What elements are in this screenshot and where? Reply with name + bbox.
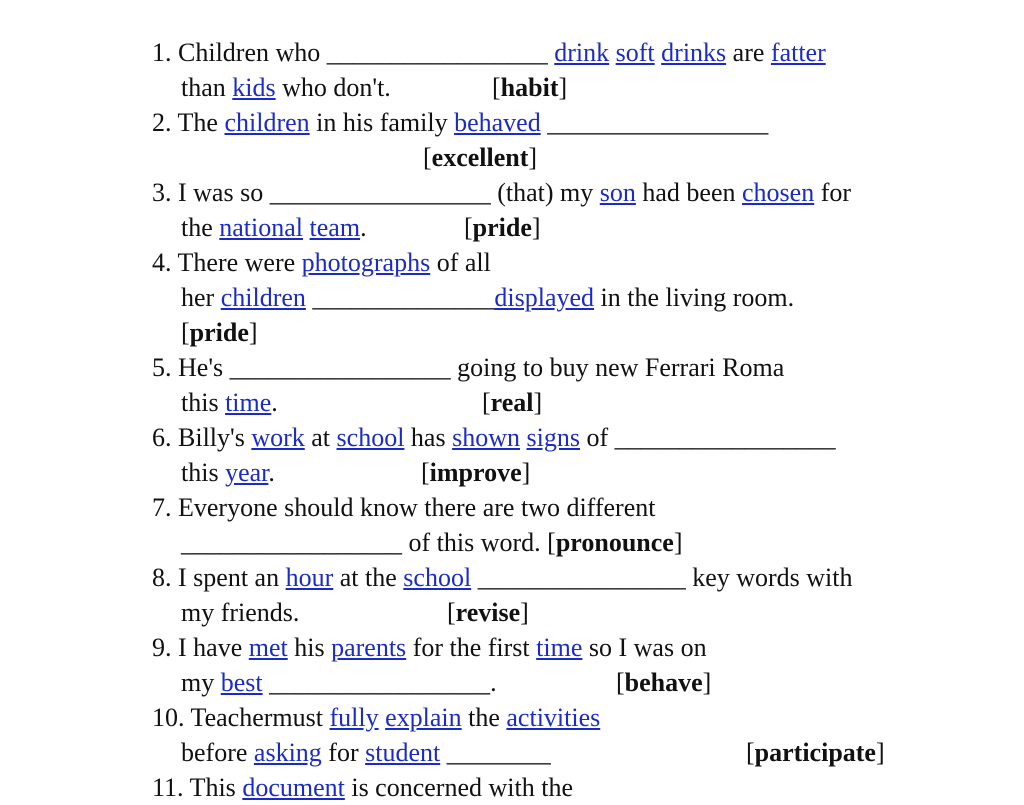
question-number: 1. — [152, 38, 172, 67]
dictionary-link[interactable]: best — [220, 668, 263, 697]
answer-blank[interactable]: _________________ — [181, 528, 402, 557]
dictionary-link[interactable]: displayed — [494, 283, 595, 312]
answer-blank[interactable]: _________________ — [547, 108, 769, 137]
question-line: 5. He's _________________ going to buy new Ferrari Roma — [152, 353, 785, 382]
question-line: the national team. — [181, 213, 367, 242]
answer-blank[interactable]: _________________ — [269, 178, 491, 207]
question-number: 11. — [152, 773, 184, 802]
dictionary-link[interactable]: explain — [385, 703, 462, 732]
question-number: 3. — [152, 178, 172, 207]
dictionary-link[interactable]: son — [599, 178, 636, 207]
dictionary-link[interactable]: year — [225, 458, 269, 487]
dictionary-link[interactable]: time — [536, 633, 583, 662]
dictionary-link[interactable]: signs — [526, 423, 580, 452]
question-number: 2. — [152, 108, 172, 137]
question-line: 8. I spent an hour at the school ________________ key words with — [152, 563, 853, 592]
dictionary-link[interactable]: national — [219, 213, 304, 242]
question-number: 8. — [152, 563, 172, 592]
word-hint: [improve] — [421, 458, 531, 487]
word-hint: [pride] — [181, 318, 258, 347]
question-number: 4. — [152, 248, 172, 277]
question-line: this year. — [181, 458, 275, 487]
dictionary-link[interactable]: shown — [452, 423, 520, 452]
question-line: this time. — [181, 388, 278, 417]
word-hint: [revise] — [447, 598, 529, 627]
word-hint: [participate] — [746, 738, 885, 767]
answer-blank[interactable]: ______________ — [312, 283, 495, 312]
word-hint: [habit] — [492, 73, 568, 102]
question-line: than kids who don't. — [181, 73, 391, 102]
dictionary-link[interactable]: document — [242, 773, 345, 802]
word-hint: [pride] — [464, 213, 541, 242]
dictionary-link[interactable]: fatter — [770, 38, 826, 67]
dictionary-link[interactable]: fully — [329, 703, 379, 732]
dictionary-link[interactable]: chosen — [742, 178, 815, 207]
question-line: 7. Everyone should know there are two different — [152, 493, 656, 522]
word-hint: [excellent] — [423, 143, 538, 172]
question-number: 5. — [152, 353, 172, 382]
question-line: _________________ of this word. [pronounce] — [181, 528, 683, 557]
question-number: 6. — [152, 423, 172, 452]
question-line: 9. I have met his parents for the first time so I was on — [152, 633, 707, 662]
dictionary-link[interactable]: photographs — [301, 248, 431, 277]
question-line: my friends. — [181, 598, 300, 627]
dictionary-link[interactable]: team — [309, 213, 361, 242]
dictionary-link[interactable]: children — [224, 108, 310, 137]
dictionary-link[interactable]: children — [220, 283, 306, 312]
question-number: 10. — [152, 703, 185, 732]
dictionary-link[interactable]: drinks — [661, 38, 727, 67]
dictionary-link[interactable]: student — [365, 738, 441, 767]
dictionary-link[interactable]: kids — [232, 73, 276, 102]
dictionary-link[interactable]: hour — [285, 563, 334, 592]
dictionary-link[interactable]: behaved — [454, 108, 541, 137]
question-line: her children ______________displayed in the living room. — [181, 283, 795, 312]
answer-blank[interactable]: _________________ — [614, 423, 836, 452]
question-line: 11. This document is concerned with the — [152, 773, 573, 802]
question-line: 6. Billy's work at school has shown signs of _________________ — [152, 423, 836, 452]
word-hint: [behave] — [616, 668, 712, 697]
dictionary-link[interactable]: time — [225, 388, 272, 417]
dictionary-link[interactable]: work — [251, 423, 305, 452]
answer-blank[interactable]: _________________ — [229, 353, 451, 382]
dictionary-link[interactable]: school — [336, 423, 405, 452]
dictionary-link[interactable]: school — [403, 563, 472, 592]
question-line: my best _________________. — [181, 668, 497, 697]
answer-blank[interactable]: _________________ — [269, 668, 491, 697]
dictionary-link[interactable]: soft — [615, 38, 655, 67]
question-line: 3. I was so _________________ (that) my son had been chosen for — [152, 178, 852, 207]
question-line: 10. Teachermust fully explain the activities — [152, 703, 601, 732]
dictionary-link[interactable]: met — [248, 633, 288, 662]
dictionary-link[interactable]: asking — [253, 738, 322, 767]
word-hint: [pronounce] — [547, 528, 683, 557]
answer-blank[interactable]: _________________ — [326, 38, 548, 67]
question-line: 2. The children in his family behaved _________________ — [152, 108, 769, 137]
answer-blank[interactable]: ________ — [446, 738, 551, 767]
word-hint: [real] — [482, 388, 543, 417]
dictionary-link[interactable]: parents — [331, 633, 407, 662]
dictionary-link[interactable]: activities — [506, 703, 601, 732]
question-number: 9. — [152, 633, 172, 662]
question-line: 1. Children who _________________ drink soft drinks are fatter — [152, 38, 826, 67]
question-line: 4. There were photographs of all — [152, 248, 491, 277]
answer-blank[interactable]: ________________ — [477, 563, 686, 592]
dictionary-link[interactable]: drink — [554, 38, 610, 67]
question-number: 7. — [152, 493, 172, 522]
question-line: before asking for student ________ — [181, 738, 551, 767]
